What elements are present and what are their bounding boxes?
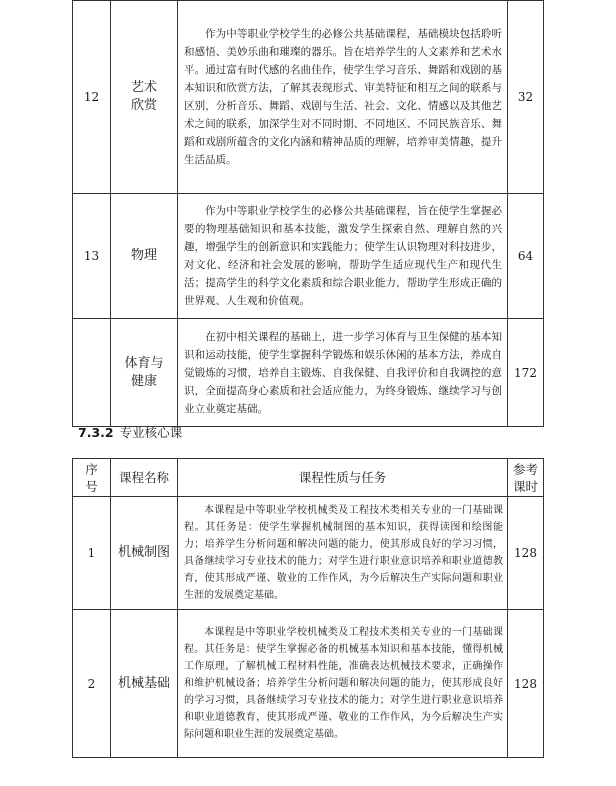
- course-description: 作为中等职业学校学生的必修公共基础课程，旨在使学生掌握必要的物理基础知识和基本技能，激发学生探索自然、理解自然的兴趣，增强学生的创新意识和实践能力；使学生认识物理对科技进步，对文化、经济和社会发展的影响，帮助学生适应现代生产和现代生活；提高学生的科学文化素质和综合职业能力，帮助学生形成正确的世界观、人生观和价值观。: [178, 194, 508, 319]
- section-title: 专业核心课: [119, 425, 183, 440]
- section-heading: [78, 423, 182, 441]
- course-name: 机械基础: [111, 610, 178, 758]
- course-hours: 64: [508, 194, 544, 319]
- header-hours: 参考课时: [508, 459, 544, 497]
- header-description: 课程性质与任务: [178, 459, 508, 497]
- table-row: [73, 610, 544, 758]
- course-name: 机械制图: [111, 497, 178, 610]
- course-hours: 32: [508, 1, 544, 194]
- course-hours: 128: [508, 497, 544, 610]
- core-courses-table: [72, 458, 544, 758]
- course-hours: 128: [508, 610, 544, 758]
- course-hours: 172: [508, 319, 544, 427]
- row-number: 2: [73, 610, 111, 758]
- table-row: [73, 194, 544, 319]
- table-row: [73, 497, 544, 610]
- header-number: 序号: [73, 459, 111, 497]
- course-name: 艺术欣赏: [111, 1, 178, 194]
- row-number: 13: [73, 194, 111, 319]
- row-number: [73, 319, 111, 427]
- course-description: 本课程是中等职业学校机械类及工程技术类相关专业的一门基础课程。其任务是：使学生掌握必备的机械基本知识和基本技能，懂得机械工作原理，了解机械工程材料性能，准确表达机械技术要求，正确操作和维护机械设备；培养学生分析问题和解决问题的能力，使其形成良好的学习习惯，具备继续学习专业技术的能力；对学生进行职业意识培养和职业道德教育，使其形成严谨、敬业的工作作风，为今后解决生产实际问题和职业生涯的发展奠定基础。: [178, 610, 508, 758]
- course-description: 本课程是中等职业学校机械类及工程技术类相关专业的一门基础课程。其任务是：使学生掌握机械制图的基本知识，获得读图和绘图能力；培养学生分析问题和解决问题的能力，使其形成良好的学习习惯，具备继续学习专业技术的能力；对学生进行职业意识培养和职业道德教育，使其形成严谨、敬业的工作作风，为今后解决生产实际问题和职业生涯的发展奠定基础。: [178, 497, 508, 610]
- table-header-row: [73, 459, 544, 497]
- table-row: [73, 319, 544, 427]
- course-description: 作为中等职业学校学生的必修公共基础课程，基础模块包括聆听和感悟、美妙乐曲和璀璨的器乐。旨在培养学生的人文素养和艺术水平。通过富有时代感的名曲佳作，使学生学习音乐、舞蹈和戏剧的基本知识和欣赏方法，了解其表现形式、审美特征和相互之间的联系与区别，分析音乐、舞蹈、戏剧与生活、社会、文化、情感以及其他艺术之间的联系，加深学生对不同时期、不同地区、不同民族音乐、舞蹈和戏剧所蕴含的文化内涵和精神品质的理解，培养审美情趣，提升生活品质。: [178, 1, 508, 194]
- general-courses-table: [72, 0, 544, 427]
- row-number: 12: [73, 1, 111, 194]
- table-row: [73, 1, 544, 194]
- section-number: 7.3.2: [78, 425, 114, 440]
- course-name: 物理: [111, 194, 178, 319]
- header-name: 课程名称: [111, 459, 178, 497]
- row-number: 1: [73, 497, 111, 610]
- course-description: 在初中相关课程的基础上，进一步学习体育与卫生保健的基本知识和运动技能，使学生掌握科学锻炼和娱乐休闲的基本方法，养成自觉锻炼的习惯，培养自主锻炼、自我保健、自我评价和自我调控的意识，全面提高身心素质和社会适应能力，为终身锻炼、继续学习与创业立业奠定基础。: [178, 319, 508, 427]
- course-name: 体育与健康: [111, 319, 178, 427]
